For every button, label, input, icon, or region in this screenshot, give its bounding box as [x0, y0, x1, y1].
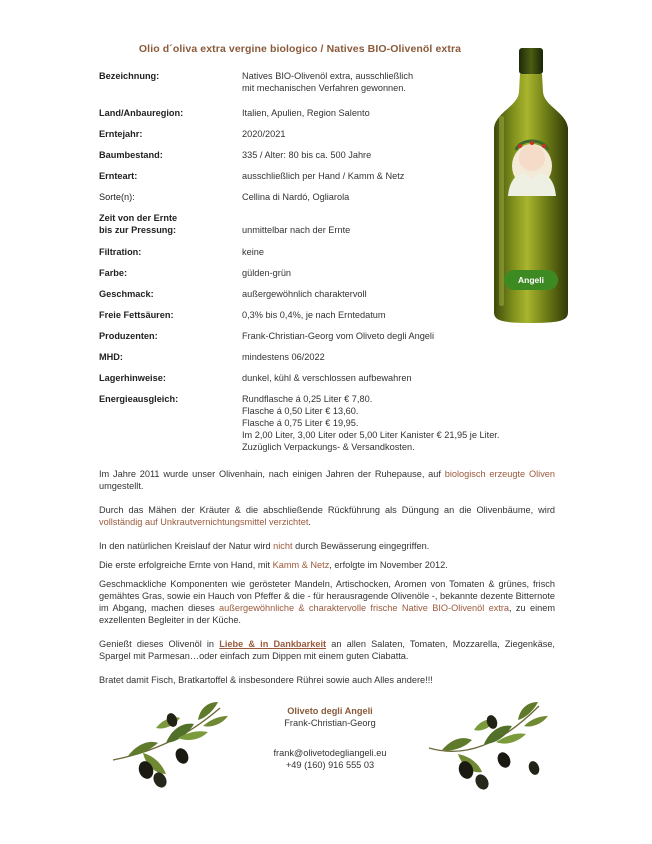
spec-value: 2020/2021	[242, 129, 286, 139]
spec-label: Bezeichnung:	[99, 71, 160, 81]
spec-label: Lagerhinweise:	[99, 373, 166, 383]
footer-brand: Oliveto degli Angeli	[287, 706, 373, 716]
spec-value: gülden-grün	[242, 268, 292, 278]
olive-branch-left-icon	[108, 698, 238, 793]
spec-label: MHD:	[99, 352, 123, 362]
spec-value: außergewöhnlich charaktervoll	[242, 289, 367, 299]
paragraph-geniesst: Genießt dieses Olivenöl in Liebe & in Dankbarkeit an allen Salaten, Tomaten, Mozzarella, Ziegenkäse, Spargel mit Parmesan…oder einfach zum Dippen mit einem guten Ciabatta.	[99, 639, 555, 661]
bottle-label: Angeli	[518, 275, 544, 285]
olive-oil-bottle-image	[486, 46, 576, 326]
spec-value: 0,3% bis 0,4%, je nach Erntedatum	[242, 310, 386, 320]
footer-email[interactable]: frank@olivetodegliangeli.eu	[273, 748, 387, 758]
spec-label: Land/Anbauregion:	[99, 108, 184, 118]
spec-value: Natives BIO-Olivenöl extra, ausschließlich mit mechanischen Verfahren gewonnen.	[242, 71, 414, 93]
spec-label: Produzenten:	[99, 331, 158, 341]
paragraph-maehen: Durch das Mähen der Kräuter & die abschließende Rückführung als Düngung an die Olivenbäume, wird vollständig auf Unkrautvernichtungsmittel verzichtet.	[99, 505, 555, 527]
olive-branch-right-icon	[424, 698, 554, 793]
spec-label: Baumbestand:	[99, 150, 163, 160]
liebe-link[interactable]: Liebe & in Dankbarkeit	[219, 639, 327, 649]
spec-value: Cellina di Nardó, Ogliarola	[242, 192, 350, 202]
spec-value: unmittelbar nach der Ernte	[242, 225, 351, 235]
spec-value: Rundflasche á 0,25 Liter € 7,80. Flasche á 0,50 Liter € 13,60. Flasche á 0,75 Liter € 19,95. Im 2,00 Liter, 3,00 Liter oder 5,00 Liter Kanister € 21,95 je Liter. Zuzüglich Verpackungs- & Versandkosten.	[242, 394, 500, 452]
paragraph-geschmack: Geschmackliche Komponenten wie gerösteter Mandeln, Artischocken, Aromen von Tomaten & grünes, frisch gemähtes Gras, sowie ein Hauch von Pfeffer & die - für herausragende Olivenöle -, bekannte dezente Bitternote im Abgang, machen dieses außergewöhnliche & charaktervolle frische Native BIO-Olivenöl extra, zu einem exzellenten Begleiter in der Küche.	[99, 579, 555, 625]
paragraph-bratet: Bratet damit Fisch, Bratkartoffel & insbesondere Rührei sowie auch Alles andere!!!	[99, 675, 433, 685]
spec-value: ausschließlich per Hand / Kamm & Netz	[242, 171, 405, 181]
spec-value: dunkel, kühl & verschlossen aufbewahren	[242, 373, 412, 383]
paragraph-bio: Im Jahre 2011 wurde unser Olivenhain, nach einigen Jahren der Ruhepause, auf biologisch erzeugte Oliven umgestellt.	[99, 469, 556, 491]
page-title: Olio d´oliva extra vergine biologico / Natives BIO-Olivenöl extra	[138, 43, 462, 55]
footer-contact	[230, 705, 430, 771]
spec-label: Ernteart:	[99, 171, 138, 181]
spec-value: Italien, Apulien, Region Salento	[242, 108, 370, 118]
spec-label: Erntejahr:	[99, 129, 143, 139]
spec-value: mindestens 06/2022	[242, 352, 325, 362]
footer-name: Frank-Christian-Georg	[284, 718, 376, 728]
paragraph-ernte: Die erste erfolgreiche Ernte von Hand, mit Kamm & Netz, erfolgte im November 2012.	[99, 560, 448, 570]
footer-phone: +49 (160) 916 555 03	[285, 760, 375, 770]
spec-value: 335 / Alter: 80 bis ca. 500 Jahre	[242, 150, 372, 160]
spec-value: keine	[242, 247, 264, 257]
spec-label: Energieausgleich:	[99, 394, 179, 404]
spec-label: Freie Fettsäuren:	[99, 310, 174, 320]
spec-label: Zeit von der Ernte bis zur Pressung:	[99, 213, 178, 235]
spec-label: Farbe:	[99, 268, 128, 278]
spec-value: Frank-Christian-Georg vom Oliveto degli Angeli	[242, 331, 434, 341]
paragraph-kreislauf: In den natürlichen Kreislauf der Natur wird nicht durch Bewässerung eingegriffen.	[99, 541, 430, 551]
spec-label: Filtration:	[99, 247, 142, 257]
spec-label: Geschmack:	[99, 289, 154, 299]
spec-label: Sorte(n):	[99, 192, 135, 202]
